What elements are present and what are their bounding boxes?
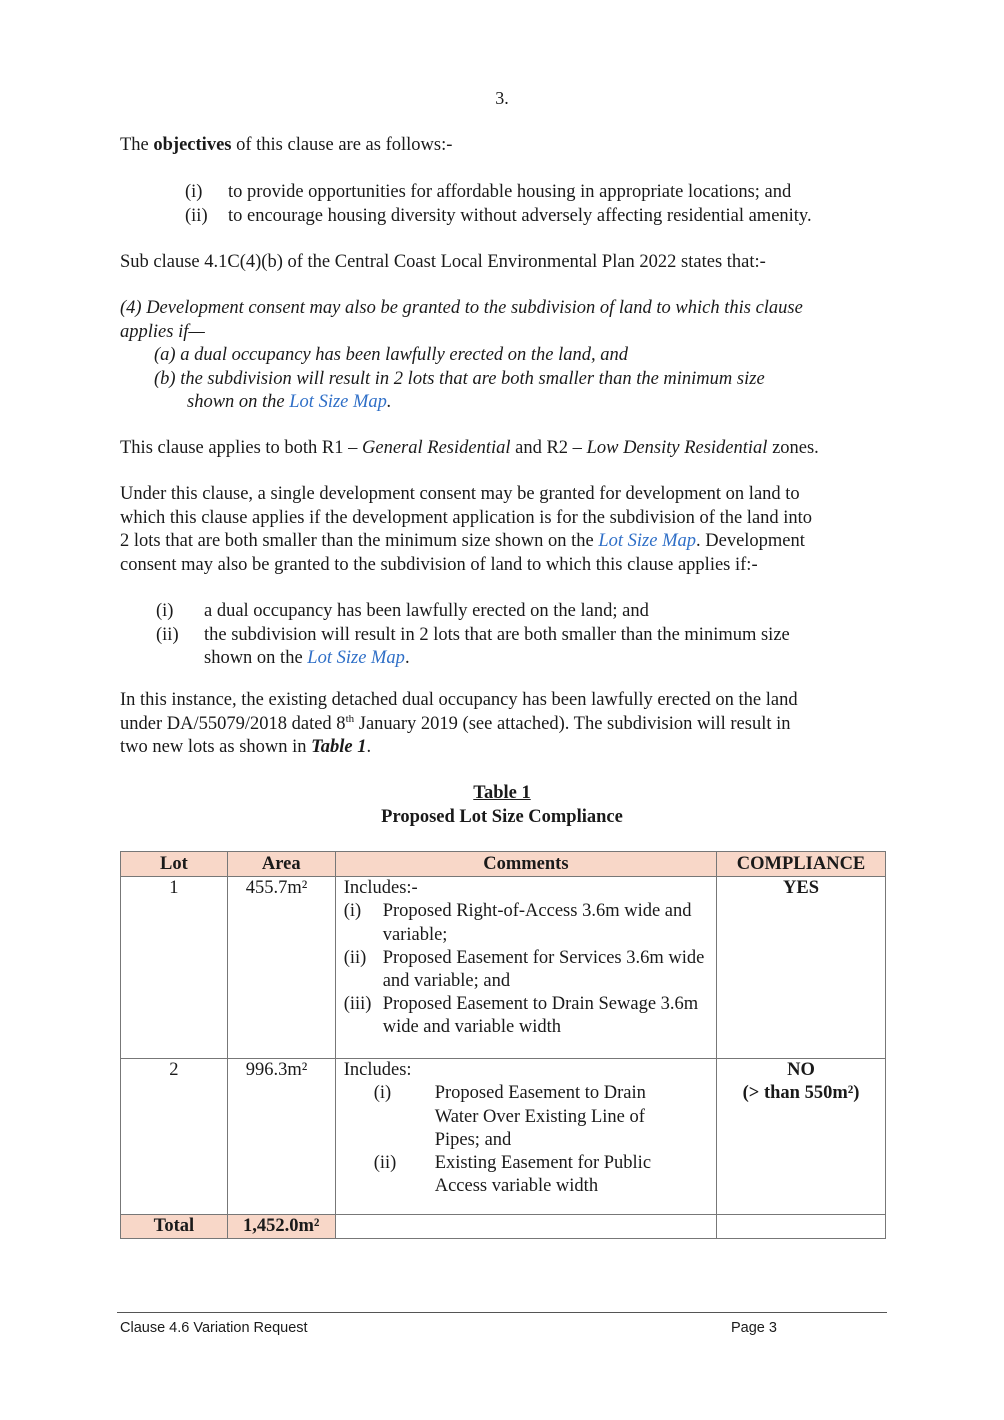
comment-item: (ii) Proposed Easement for Services 3.6m wide and variable; and xyxy=(343,947,705,992)
comment-item: (iii) Proposed Easement to Drain Sewage 3.6m wide and variable width xyxy=(343,994,699,1038)
comments-cell: Includes: (i) Proposed Easement to Drain Water Over Existing Line of Pipes; and (ii) Existing Easement for Public Access variable width xyxy=(335,1059,716,1215)
quoted-clause: (4) Development consent may also be granted to the subdivision of land to which this clause applies if— (a) a dual occupancy has been lawfully erected on the land, and (b) the subdivision will result in 2 lots that are both smaller than the minimum size shown on the Lot Size Map. xyxy=(120,298,803,412)
lot-cell: 2 xyxy=(121,1059,228,1215)
objectives-list xyxy=(185,181,885,228)
footer-page-number: Page 3 xyxy=(731,1320,777,1336)
condition-item: (i) a dual occupancy has been lawfully erected on the land; and xyxy=(156,601,649,621)
compliance-cell: YES xyxy=(717,877,886,1059)
zones-paragraph: This clause applies to both R1 – General Residential and R2 – Low Density Residential zones. xyxy=(120,438,819,458)
lot-size-table xyxy=(120,851,886,1239)
table-caption xyxy=(0,782,1004,829)
instance-paragraph: In this instance, the existing detached dual occupancy has been lawfully erected on the land under DA/55079/2018 dated 8th January 2019 (see attached). The subdivision will result in two new lots as shown in Table 1. xyxy=(120,690,798,757)
table-total-row xyxy=(121,1215,886,1239)
header-compliance: COMPLIANCE xyxy=(717,852,886,877)
lot-size-map-link[interactable]: Lot Size Map xyxy=(598,531,696,551)
objective-item: (i) to provide opportunities for affordable housing in appropriate locations; and xyxy=(185,182,792,202)
header-comments: Comments xyxy=(335,852,716,877)
table-label: Table 1 xyxy=(473,783,531,803)
total-label-cell: Total xyxy=(121,1215,228,1239)
table-header-row xyxy=(121,852,886,877)
footer-title: Clause 4.6 Variation Request xyxy=(120,1320,308,1336)
objectives-heading: The objectives of this clause are as follows:- xyxy=(120,135,453,155)
comment-item: (i) Proposed Right-of-Access 3.6m wide and variable; xyxy=(343,901,692,945)
conditions-list: (i) a dual occupancy has been lawfully erected on the land; and (ii) the subdivision will result in 2 lots that are both smaller than the minimum size shown on the Lot Size Map. xyxy=(156,600,896,671)
table-row xyxy=(121,877,886,1059)
area-cell: 455.7m² xyxy=(227,877,335,1059)
lot-size-map-link[interactable]: Lot Size Map xyxy=(307,648,405,668)
comments-cell: Includes:- (i) Proposed Right-of-Access 3.6m wide and variable; (ii) Proposed Easement for Services 3.6m wide and variable; and (iii) Proposed Easement to Drain Sewage 3.6m wide and variable width xyxy=(335,877,716,1059)
comment-item: (i) Proposed Easement to Drain Water Over Existing Line of Pipes; and xyxy=(373,1083,646,1150)
total-area-cell: 1,452.0m² xyxy=(227,1215,335,1239)
condition-item: (ii) the subdivision will result in 2 lots that are both smaller than the minimum size xyxy=(156,624,790,645)
lot-size-map-link[interactable]: Lot Size Map xyxy=(289,392,387,412)
table-row xyxy=(121,1059,886,1215)
objective-item: (ii) to encourage housing diversity without adversely affecting residential amenity. xyxy=(185,205,812,226)
area-cell: 996.3m² xyxy=(227,1059,335,1215)
lot-cell: 1 xyxy=(121,877,228,1059)
total-comments-cell xyxy=(335,1215,716,1239)
table-title: Proposed Lot Size Compliance xyxy=(381,806,623,827)
header-lot: Lot xyxy=(121,852,228,877)
compliance-cell: NO (> than 550m²) xyxy=(717,1059,886,1215)
total-compliance-cell xyxy=(717,1215,886,1239)
footer-divider xyxy=(117,1312,887,1313)
under-clause-paragraph: Under this clause, a single development consent may be granted for development on land to which this clause applies if the development application is for the subdivision of the land into 2 lots that are both smaller than the minimum size shown on the Lot Size Map. Development consent may also be granted to the subdivision of land to which this clause applies if:- xyxy=(120,484,813,575)
subclause-intro: Sub clause 4.1C(4)(b) of the Central Coast Local Environmental Plan 2022 states that:- xyxy=(120,252,766,272)
page-number: 3. xyxy=(495,88,509,108)
header-area: Area xyxy=(227,852,335,877)
comment-item: (ii) Existing Easement for Public Access variable width xyxy=(373,1153,652,1197)
